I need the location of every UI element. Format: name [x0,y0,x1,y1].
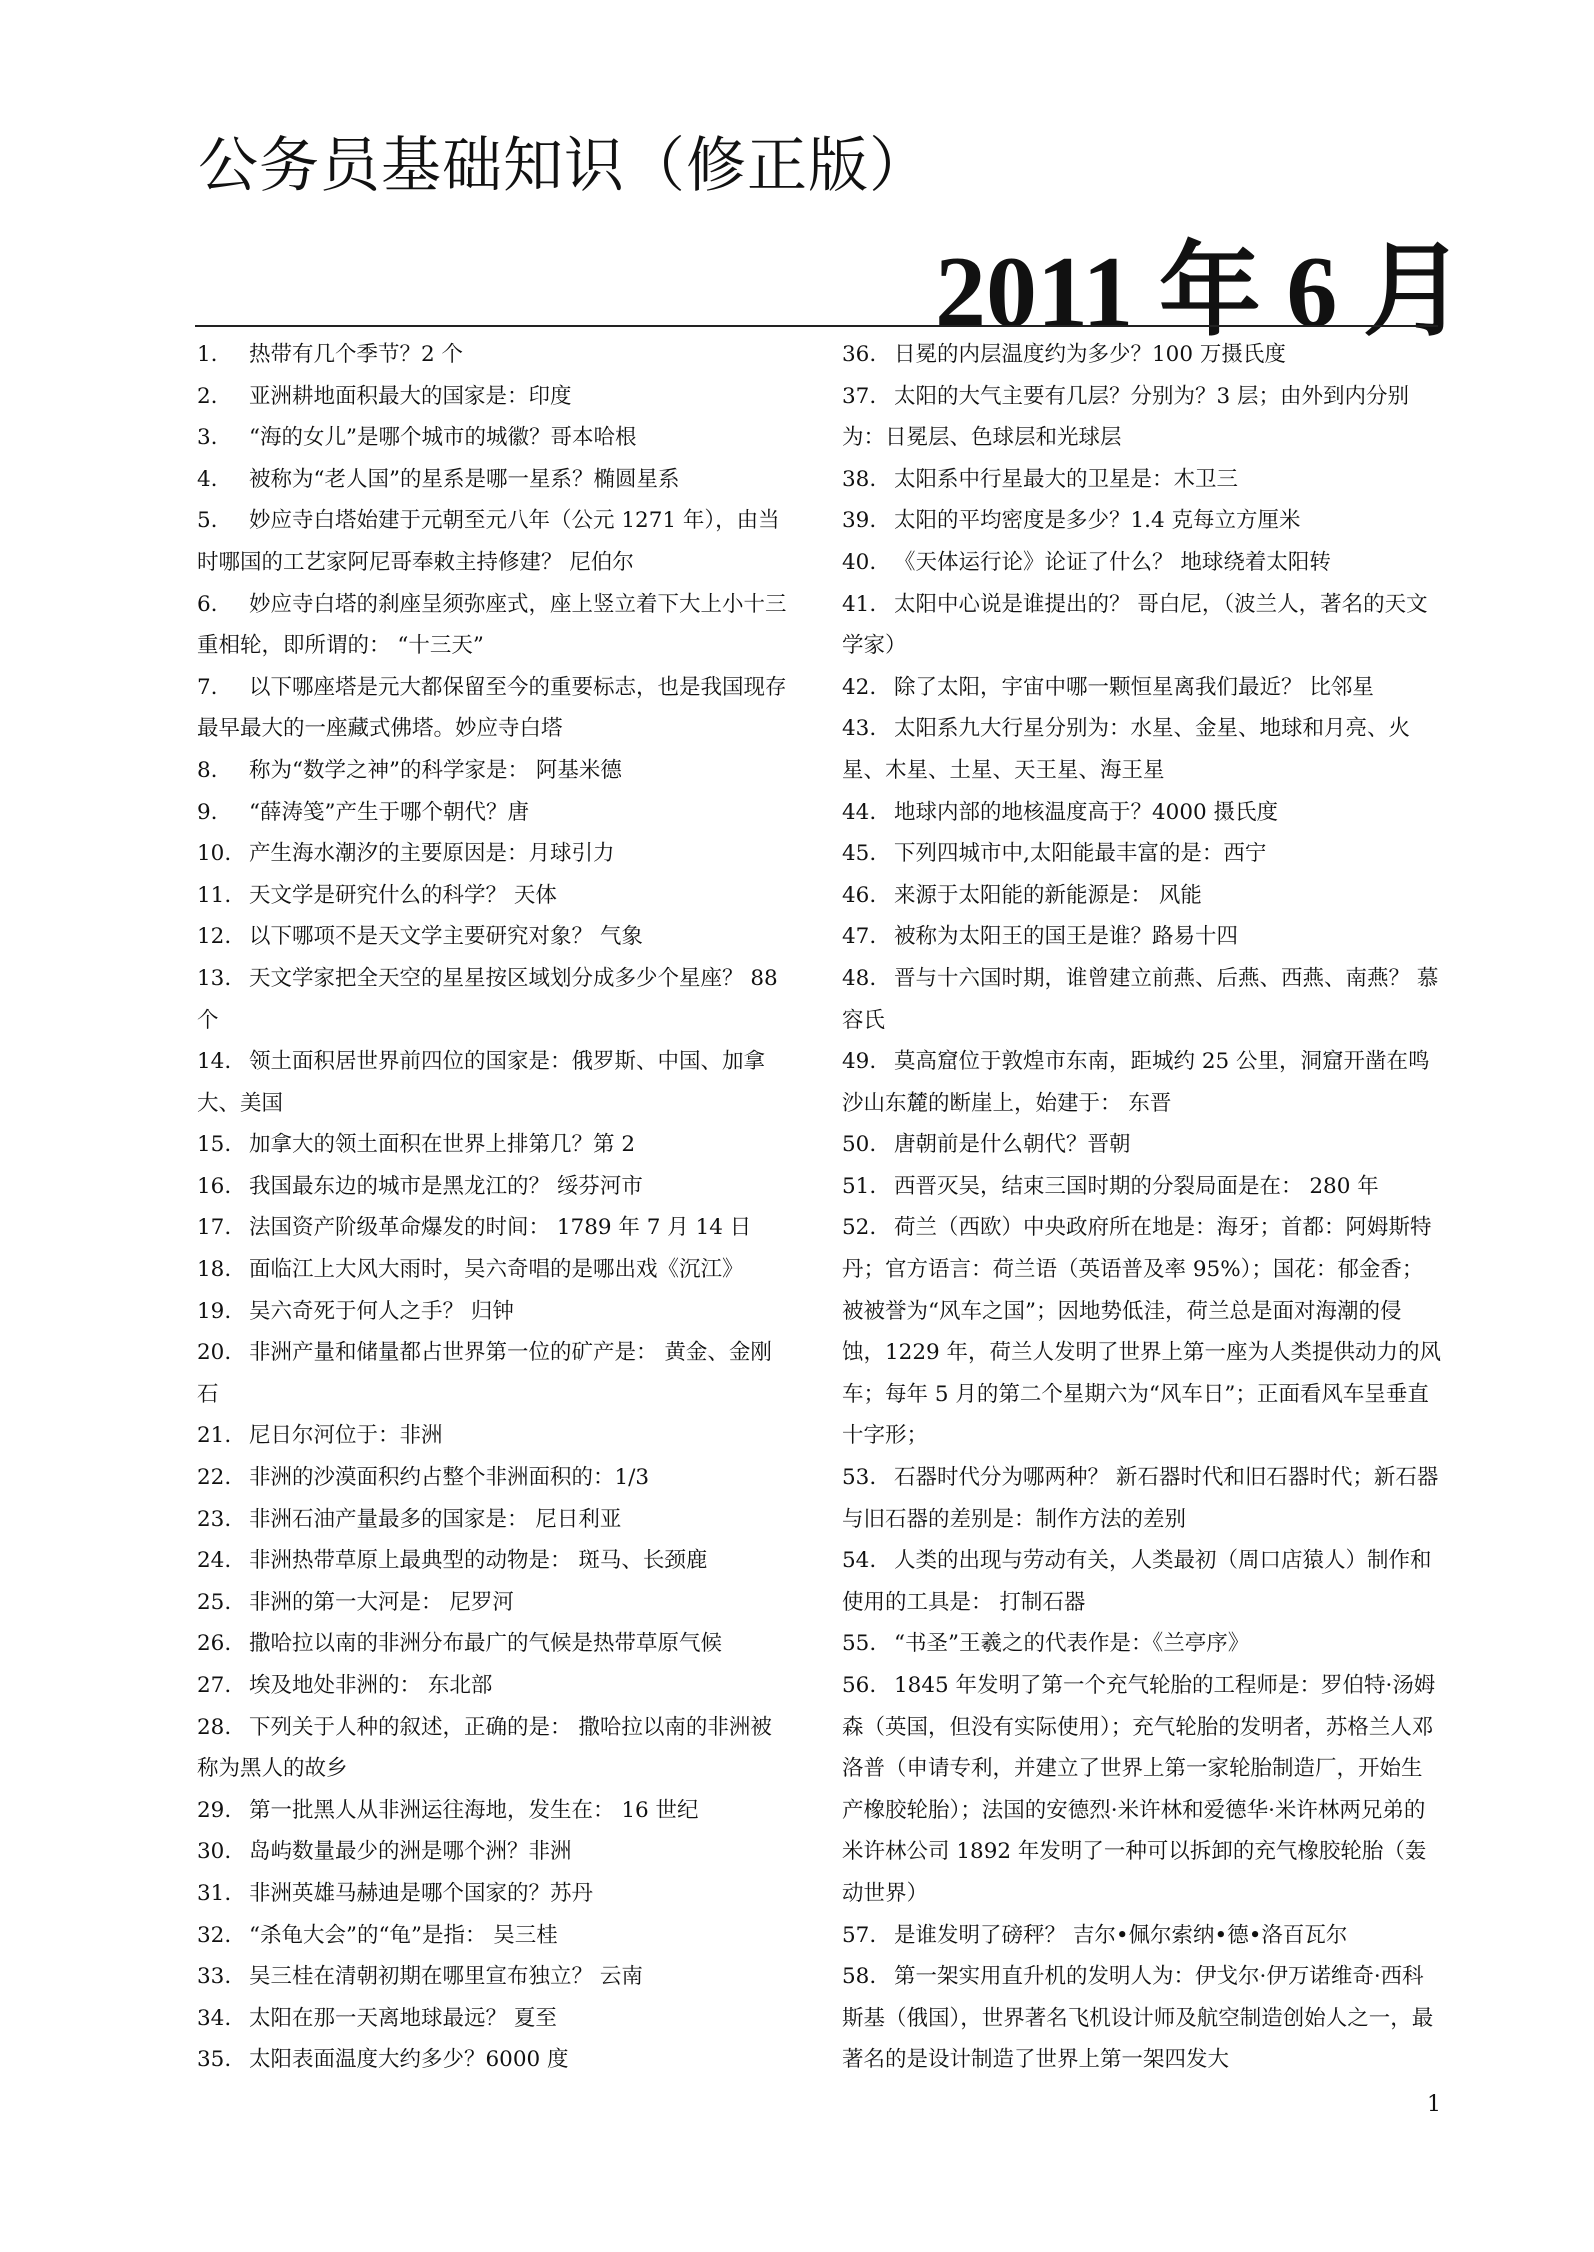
item-text: 太阳表面温度大约多少？6000 度 [249,2047,569,2073]
item-text: 被称为“老人国”的星系是哪一星系？椭圆星系 [249,466,680,492]
item-number: 23. [197,1506,232,1532]
item-number: 31. [197,1880,232,1906]
item-text: 吴三桂在清朝初期在哪里宣布独立？ 云南 [249,1964,643,1990]
item-number: 35. [197,2047,232,2073]
item-number: 14. [197,1049,232,1075]
item-text: 第一批黑人从非洲运往海地，发生在： 16 世纪 [249,1797,699,1823]
item-number: 40. [842,549,877,575]
item-text: 称为“数学之神”的科学家是： 阿基米德 [249,757,622,783]
list-item [197,1540,787,1582]
item-number: 56. [842,1673,877,1698]
item-text: 晋与十六国时期，谁曾建立前燕、后燕、西燕、南燕？ 慕容氏 [842,965,1439,1033]
item-text: 1845 年发明了第一个充气轮胎的工程师是：罗伯特·汤姆森（英国，但没有实际使用）；充气轮胎的发明者，苏格兰人邓洛普（申请专利，并建立了世界上第一家轮胎制造厂，开始生产橡胶轮胎）；法国的安德烈·米许林和爱德华·米许林两兄弟的米许林公司 1892 年发明了一种可以拆卸的充气橡胶轮胎（轰动世界） [842,1673,1436,1906]
document-date: 2011 年 6 月 [935,236,1465,349]
item-number: 19. [197,1298,232,1324]
list-item [842,1124,1442,1166]
list-item [197,334,787,376]
list-item [197,1623,787,1665]
list-item [197,1915,787,1957]
list-item [842,376,1442,459]
item-text: 我国最东边的城市是黑龙江的？ 绥芬河市 [249,1173,643,1199]
list-item [197,1166,787,1208]
list-item [197,667,787,750]
item-text: 热带有几个季节？2 个 [249,342,464,367]
list-item [197,2039,787,2081]
list-item [197,417,787,459]
item-number: 47. [842,924,877,950]
item-number: 42. [842,674,877,700]
item-number: 58. [842,1964,877,1990]
list-item [197,500,787,583]
item-number: 43. [842,716,877,742]
list-item [197,833,787,875]
item-number: 9. [197,799,218,825]
item-number: 28. [197,1714,232,1740]
list-item [842,1956,1442,2081]
list-item [842,459,1442,501]
list-item [197,1041,787,1124]
item-text: 太阳在那一天离地球最远？ 夏至 [249,2005,557,2031]
list-item [842,1915,1442,1957]
item-text: 荷兰（西欧）中央政府所在地是：海牙；首都：阿姆斯特丹；官方语言：荷兰语（英语普及率 95%）；国花：郁金香；被被誉为“风车之国”；因地势低洼，荷兰总是面对海潮的侵蚀，1229 年，荷兰人发明了世界上第一座为人类提供动力的风车；每年 5 月的第二个星期六为“风车日”；正面看风车呈垂直十字形； [842,1215,1442,1449]
item-number: 29. [197,1797,232,1823]
item-number: 24. [197,1548,232,1574]
item-text: 石器时代分为哪两种？ 新石器时代和旧石器时代；新石器与旧石器的差别是：制作方法的差别 [842,1465,1439,1532]
item-number: 2. [197,383,218,409]
item-number: 6. [197,591,218,617]
list-item [197,1415,787,1457]
item-text: “海的女儿”是哪个城市的城徽？哥本哈根 [249,425,637,451]
list-item [842,1623,1442,1665]
list-item [197,1956,787,1998]
item-text: 太阳的平均密度是多少？1.4 克每立方厘米 [894,508,1301,534]
list-item [197,958,787,1041]
item-text: 亚洲耕地面积最大的国家是：印度 [249,383,572,409]
item-text: 下列关于人种的叙述，正确的是： 撒哈拉以南的非洲被称为黑人的故乡 [197,1714,772,1782]
item-number: 33. [197,1964,232,1990]
list-item [842,1041,1442,1124]
page-number: 1 [1427,2092,1441,2117]
list-item [197,1332,787,1415]
list-item [197,584,787,667]
item-text: “薛涛笺”产生于哪个朝代？唐 [249,799,529,825]
header-divider [195,325,1438,327]
document-title: 公务员基础知识（修正版） [198,131,930,201]
item-text: 被称为太阳王的国王是谁？路易十四 [894,924,1239,950]
item-number: 30. [197,1839,232,1865]
list-item [842,1207,1442,1457]
item-text: 是谁发明了磅秤？ 吉尔•佩尔索纳•德•洛百瓦尔 [894,1922,1348,1948]
item-number: 34. [197,2005,232,2031]
item-text: 尼日尔河位于：非洲 [249,1423,443,1449]
item-text: “杀龟大会”的“龟”是指： 吴三桂 [249,1922,558,1948]
item-number: 16. [197,1173,232,1199]
list-item [197,875,787,917]
list-item [197,1790,787,1832]
item-number: 44. [842,799,877,825]
item-number: 18. [197,1257,232,1283]
item-text: 非洲的沙漠面积约占整个非洲面积的：1/3 [249,1465,650,1491]
list-item [842,916,1442,958]
item-number: 36. [842,342,877,367]
item-number: 12. [197,924,232,950]
item-text: 太阳系九大行星分别为：水星、金星、地球和月亮、火星、木星、土星、天王星、海王星 [842,716,1411,783]
list-item [842,1457,1442,1540]
item-number: 54. [842,1548,877,1574]
item-number: 11. [197,882,232,908]
item-number: 13. [197,965,232,991]
item-text: 以下哪座塔是元大都保留至今的重要标志，也是我国现存最早最大的一座藏式佛塔。妙应寺白塔 [197,674,787,742]
item-text: 除了太阳，宇宙中哪一颗恒星离我们最近？ 比邻星 [894,674,1374,700]
item-text: 天文学家把全天空的星星按区域划分成多少个星座？ 88 个 [197,965,778,1033]
item-text: 《天体运行论》论证了什么？ 地球绕着太阳转 [894,549,1331,575]
item-text: 以下哪项不是天文学主要研究对象？ 气象 [249,924,643,950]
item-number: 17. [197,1215,232,1241]
item-text: 日冕的内层温度约为多少？100 万摄氏度 [894,342,1286,367]
item-text: 非洲英雄马赫迪是哪个国家的？苏丹 [249,1880,594,1906]
list-item [842,958,1442,1041]
item-text: 太阳的大气主要有几层？分别为？3 层；由外到内分别为：日冕层、色球层和光球层 [842,383,1410,451]
item-text: 法国资产阶级革命爆发的时间： 1789 年 7 月 14 日 [249,1215,752,1241]
item-text: 非洲的第一大河是： 尼罗河 [249,1589,514,1615]
item-text: 加拿大的领土面积在世界上排第几？第 2 [249,1132,636,1158]
item-text: 领土面积居世界前四位的国家是：俄罗斯、中国、加拿大、美国 [197,1049,766,1116]
item-text: 妙应寺白塔始建于元朝至元八年（公元 1271 年），由当时哪国的工艺家阿尼哥奉敕主持修建？ 尼伯尔 [197,508,780,575]
list-item [842,1665,1442,1915]
item-number: 4. [197,466,218,492]
list-item [842,667,1442,709]
list-item [842,584,1442,667]
item-number: 50. [842,1132,877,1158]
list-item [842,875,1442,917]
item-text: 埃及地处非洲的： 东北部 [249,1673,493,1698]
list-item [197,459,787,501]
item-text: 莫高窟位于敦煌市东南，距城约 25 公里，洞窟开凿在鸣沙山东麓的断崖上，始建于： 东晋 [842,1049,1430,1116]
item-number: 1. [197,342,218,367]
list-item [197,1291,787,1333]
list-item [197,1831,787,1873]
list-item [842,1540,1442,1623]
item-number: 7. [197,674,218,700]
item-number: 27. [197,1673,232,1698]
item-number: 8. [197,757,218,783]
item-number: 39. [842,508,877,534]
list-item [197,1582,787,1624]
item-number: 57. [842,1922,877,1948]
item-text: 下列四城市中,太阳能最丰富的是：西宁 [894,841,1267,867]
item-number: 21. [197,1423,232,1449]
item-text: 第一架实用直升机的发明人为：伊戈尔·伊万诺维奇·西科斯基（俄国），世界著名飞机设计师及航空制造创始人之一，最著名的是设计制造了世界上第一架四发大 [842,1964,1434,2073]
item-number: 22. [197,1465,232,1491]
list-item [197,1499,787,1541]
list-item [197,1998,787,2040]
item-text: 天文学是研究什么的科学？ 天体 [249,882,557,908]
item-text: 唐朝前是什么朝代？晋朝 [894,1132,1131,1158]
question-list-left [197,334,787,2081]
list-item [197,1707,787,1790]
item-number: 32. [197,1922,232,1948]
list-item [197,1249,787,1291]
item-text: 岛屿数量最少的洲是哪个洲？非洲 [249,1839,572,1865]
item-text: 太阳中心说是谁提出的？ 哥白尼，（波兰人，著名的天文学家） [842,591,1428,659]
item-text: 来源于太阳能的新能源是： 风能 [894,882,1202,908]
item-text: 地球内部的地核温度高于？4000 摄氏度 [894,799,1279,825]
item-text: 产生海水潮汐的主要原因是：月球引力 [249,841,615,867]
item-number: 51. [842,1173,877,1199]
item-number: 25. [197,1589,232,1615]
item-number: 49. [842,1049,877,1075]
item-number: 53. [842,1465,877,1491]
item-text: 太阳系中行星最大的卫星是：木卫三 [894,466,1239,492]
item-number: 20. [197,1340,232,1366]
item-number: 41. [842,591,877,617]
item-number: 55. [842,1631,877,1657]
item-text: “书圣”王羲之的代表作是：《兰亭序》 [894,1631,1250,1657]
item-number: 45. [842,841,877,867]
item-number: 26. [197,1631,232,1657]
list-item [842,334,1442,376]
item-number: 15. [197,1132,232,1158]
list-item [197,1207,787,1249]
list-item [842,833,1442,875]
list-item [842,708,1442,791]
item-text: 西晋灭吴，结束三国时期的分裂局面是在： 280 年 [894,1173,1379,1199]
item-number: 46. [842,882,877,908]
item-text: 非洲石油产量最多的国家是： 尼日利亚 [249,1506,622,1532]
list-item [197,1873,787,1915]
item-number: 48. [842,965,877,991]
item-number: 10. [197,841,232,867]
item-text: 非洲产量和储量都占世界第一位的矿产是： 黄金、金刚石 [197,1340,772,1407]
list-item [197,750,787,792]
list-item [842,500,1442,542]
question-list-right [842,334,1442,2081]
item-number: 5. [197,508,218,534]
item-text: 吴六奇死于何人之手？ 归钟 [249,1298,514,1324]
item-text: 面临江上大风大雨时，吴六奇唱的是哪出戏《沉江》 [249,1257,744,1283]
list-item [197,1457,787,1499]
list-item [197,376,787,418]
list-item [842,792,1442,834]
list-item [197,1665,787,1707]
list-item [842,542,1442,584]
item-text: 撒哈拉以南的非洲分布最广的气候是热带草原气候 [249,1631,723,1657]
item-number: 3. [197,425,218,451]
item-number: 37. [842,383,877,409]
list-item [842,1166,1442,1208]
item-number: 52. [842,1215,877,1241]
list-item [197,916,787,958]
item-text: 人类的出现与劳动有关，人类最初（周口店猿人）制作和使用的工具是： 打制石器 [842,1548,1432,1615]
item-number: 38. [842,466,877,492]
item-text: 妙应寺白塔的刹座呈须弥座式，座上竖立着下大上小十三重相轮，即所谓的： “十三天” [197,591,787,659]
list-item [197,1124,787,1166]
list-item [197,792,787,834]
item-text: 非洲热带草原上最典型的动物是： 斑马、长颈鹿 [249,1548,708,1574]
